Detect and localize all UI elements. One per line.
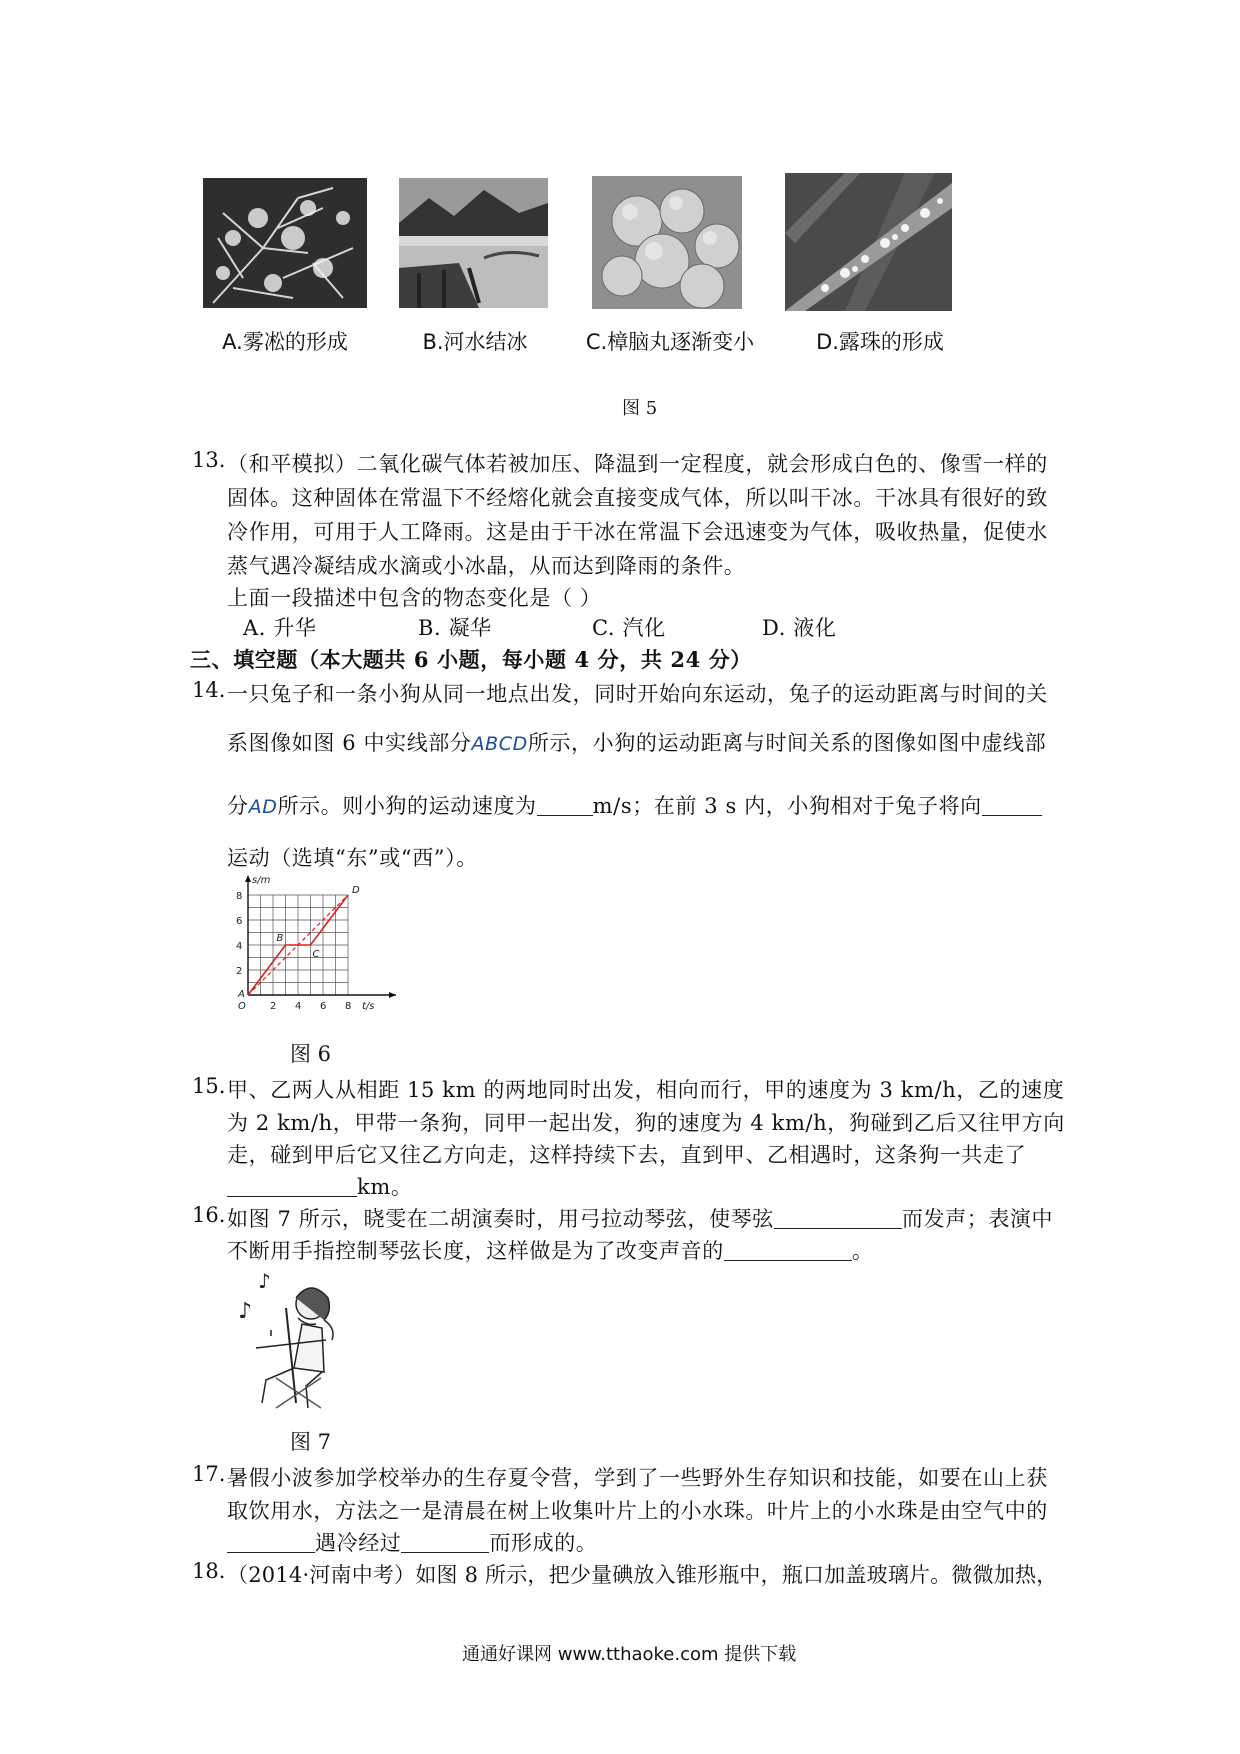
q14-abcd: ABCD	[471, 733, 528, 755]
photo-rime	[203, 178, 367, 308]
x-tick-label: 4	[295, 1001, 302, 1012]
q14-line2-a: 系图像如图 6 中实线部分	[227, 731, 472, 755]
q13-line: 蒸气遇冷凝结成水滴或小冰晶，从而达到降雨的条件。	[227, 554, 746, 578]
q17-blank-source[interactable]	[227, 1531, 315, 1553]
q14-line4: 运动（选填“东”或“西”）。	[227, 846, 478, 870]
q13-option-a: A. 升华	[243, 616, 317, 640]
figure-6-label: 图 6	[290, 1042, 332, 1066]
q14-ad: AD	[248, 796, 278, 818]
page-footer: 通通好课网 www.tthaoke.com 提供下载	[462, 1644, 797, 1665]
y-tick-label: 8	[236, 891, 243, 902]
caption-b: B.河水结冰	[422, 330, 528, 354]
q15-tail: km。	[357, 1175, 413, 1199]
q17-number: 17.	[192, 1462, 226, 1486]
figure-7-label: 图 7	[290, 1430, 332, 1454]
q16-line1	[227, 1203, 1053, 1233]
photo-camphor-balls	[592, 176, 742, 309]
q13-line: 冷作用，可用于人工降雨。这是由于干冰在常温下会迅速变为气体，吸收热量，促使水	[227, 520, 1048, 544]
q17-line3	[227, 1527, 597, 1557]
q13-line: （和平模拟）二氧化碳气体若被加压、降温到一定程度，就会形成白色的、像雪一样的	[227, 452, 1048, 476]
q16-line2-a: 不断用手指控制琴弦长度，这样做是为了改变声音的	[227, 1239, 724, 1263]
svg-text:♪: ♪	[238, 1299, 253, 1324]
q17-blank-process[interactable]	[401, 1531, 489, 1553]
q14-blank-speed[interactable]	[537, 794, 593, 816]
x-tick-label: 8	[345, 1001, 352, 1012]
q17-line3-b: 而形成的。	[489, 1531, 598, 1555]
q17-line3-a: 遇冷经过	[315, 1531, 402, 1555]
x-axis-label: t/s	[362, 1001, 375, 1012]
q15-line4	[227, 1171, 412, 1201]
y-axis-label: s/m	[252, 875, 271, 886]
y-tick-label: 2	[236, 966, 243, 977]
q15-number: 15.	[192, 1074, 226, 1098]
q16-number: 16.	[192, 1203, 226, 1227]
q14-line1: 一只兔子和一条小狗从同一地点出发，同时开始向东运动，兔子的运动距离与时间的关	[227, 682, 1048, 706]
q15-blank-distance[interactable]	[227, 1175, 357, 1197]
q15-line: 甲、乙两人从相距 15 km 的两地同时出发，相向而行，甲的速度为 3 km/h，乙的速度	[227, 1078, 1065, 1102]
caption-a: A.雾凇的形成	[222, 330, 348, 354]
q18-number: 18.	[192, 1559, 226, 1583]
q14-line3-a: 分	[227, 794, 249, 818]
y-tick-label: 4	[236, 941, 243, 952]
section-3-heading: 三、填空题（本大题共 6 小题，每小题 4 分，共 24 分）	[190, 647, 752, 672]
q13-option-d: D. 液化	[762, 616, 837, 640]
q14-number: 14.	[192, 678, 226, 702]
q15-line: 为 2 km/h，甲带一条狗，同甲一起出发，狗的速度为 4 km/h，狗碰到乙后又往甲方向	[227, 1111, 1065, 1135]
q16-line2-b: 。	[851, 1239, 874, 1263]
q13-option-b: B. 凝华	[418, 616, 492, 640]
q16-blank-pitch[interactable]	[724, 1239, 852, 1261]
q13-option-c: C. 汽化	[592, 616, 666, 640]
figure-6-chart	[228, 873, 400, 1021]
x-axis-arrow	[389, 992, 396, 998]
point-label-c: C	[312, 949, 320, 960]
point-label-a: A	[238, 989, 245, 1000]
photo-frozen-river	[399, 178, 548, 308]
photo-dew-drops	[785, 173, 952, 311]
caption-d: D.露珠的形成	[816, 330, 944, 354]
x-tick-label: 2	[270, 1001, 277, 1012]
point-label-b: B	[276, 933, 284, 944]
q14-blank-direction[interactable]	[982, 794, 1042, 816]
y-tick-label: 6	[236, 916, 243, 927]
q17-line2: 取饮用水，方法之一是清晨在树上收集叶片上的小水珠。叶片上的小水珠是由空气中的	[227, 1499, 1048, 1523]
figure-7-erhu-player	[236, 1268, 356, 1416]
q14-line3-c: m/s；在前 3 s 内，小狗相对于兔子将向	[592, 794, 982, 818]
x-tick-label: 6	[320, 1001, 327, 1012]
q13-number: 13.	[192, 448, 226, 472]
svg-text:♪: ♪	[258, 1269, 271, 1293]
q16-line1-a: 如图 7 所示，晓雯在二胡演奏时，用弓拉动琴弦，使琴弦	[227, 1207, 774, 1231]
point-label-d: D	[352, 885, 360, 896]
y-axis-arrow	[245, 875, 251, 882]
origin-label: O	[238, 1001, 246, 1012]
q16-line1-b: 而发声；表演中	[901, 1207, 1054, 1231]
q14-line3-b: 所示。则小狗的运动速度为	[277, 794, 537, 818]
q15-line: 走，碰到甲后它又往乙方向走，这样持续下去，直到甲、乙相遇时，这条狗一共走了	[227, 1143, 1027, 1167]
q14-line3	[227, 790, 1042, 820]
q18-line1: （2014·河南中考）如图 8 所示，把少量碘放入锥形瓶中，瓶口加盖玻璃片。微微加热，	[227, 1563, 1058, 1587]
q13-line: 上面一段描述中包含的物态变化是（ ）	[227, 586, 602, 610]
q14-line2	[227, 727, 1046, 757]
figure-5-label: 图 5	[622, 398, 658, 419]
q17-line1: 暑假小波参加学校举办的生存夏令营，学到了一些野外生存知识和技能，如要在山上获	[227, 1466, 1048, 1490]
q13-line: 固体。这种固体在常温下不经熔化就会直接变成气体，所以叫干冰。干冰具有很好的致	[227, 486, 1048, 510]
q16-line2	[227, 1235, 873, 1265]
caption-c: C.樟脑丸逐渐变小	[585, 330, 755, 354]
q16-blank-vibrate[interactable]	[774, 1207, 902, 1229]
q14-line2-b: 所示，小狗的运动距离与时间关系的图像如图中虚线部	[527, 731, 1047, 755]
